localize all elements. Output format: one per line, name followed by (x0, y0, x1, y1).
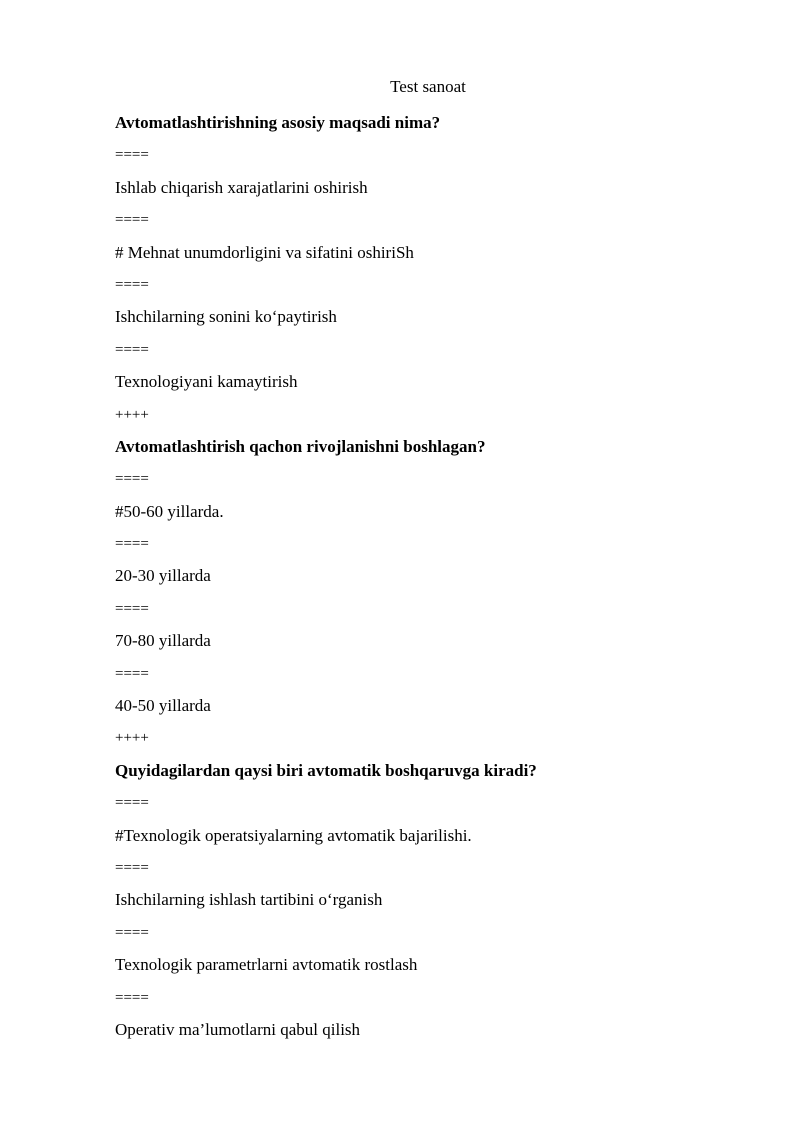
document-body (115, 112, 755, 1051)
answer-option: 70-80 yillarda (115, 631, 211, 651)
answer-option: Ishchilarning sonini ko‘paytirish (115, 307, 337, 327)
answer-option: #50-60 yillarda. (115, 501, 224, 521)
question-text: Avtomatlashtirish qachon rivojlanishni boshlagan? (115, 436, 486, 456)
separator-line: ==== (115, 859, 149, 876)
separator-line: ==== (115, 536, 149, 553)
answer-option: # Mehnat unumdorligini va sifatini oshiriSh (115, 242, 414, 262)
question-text: Avtomatlashtirishning asosiy maqsadi nima? (115, 113, 441, 132)
separator-line: ==== (115, 665, 149, 682)
answer-option: 40-50 yillarda (115, 696, 211, 716)
document-title: Test sanoat (390, 77, 466, 96)
separator-line: ==== (115, 212, 149, 229)
answer-option: 20-30 yillarda (115, 566, 211, 586)
separator-line: ==== (115, 276, 149, 293)
separator-line: ==== (115, 147, 149, 164)
answer-option: Ishchilarning ishlash tartibini o‘rganish (115, 890, 383, 910)
answer-option: Ishlab chiqarish xarajatlarini oshirish (115, 177, 368, 197)
answer-option: Operativ ma’lumotlarni qabul qilish (115, 1019, 361, 1039)
answer-option: #Texnologik operatsiyalarning avtomatik bajarilishi. (115, 825, 472, 845)
separator-line: ++++ (115, 406, 149, 423)
separator-line: ==== (115, 795, 149, 812)
separator-line: ==== (115, 924, 149, 941)
separator-line: ++++ (115, 730, 149, 747)
separator-line: ==== (115, 989, 149, 1006)
separator-line: ==== (115, 341, 149, 358)
question-text: Quyidagilardan qaysi biri avtomatik boshqaruvga kiradi? (115, 760, 537, 780)
separator-line: ==== (115, 600, 149, 617)
answer-option: Texnologik parametrlarni avtomatik rostlash (115, 955, 418, 975)
separator-line: ==== (115, 471, 149, 488)
answer-option: Texnologiyani kamaytirish (115, 372, 298, 392)
